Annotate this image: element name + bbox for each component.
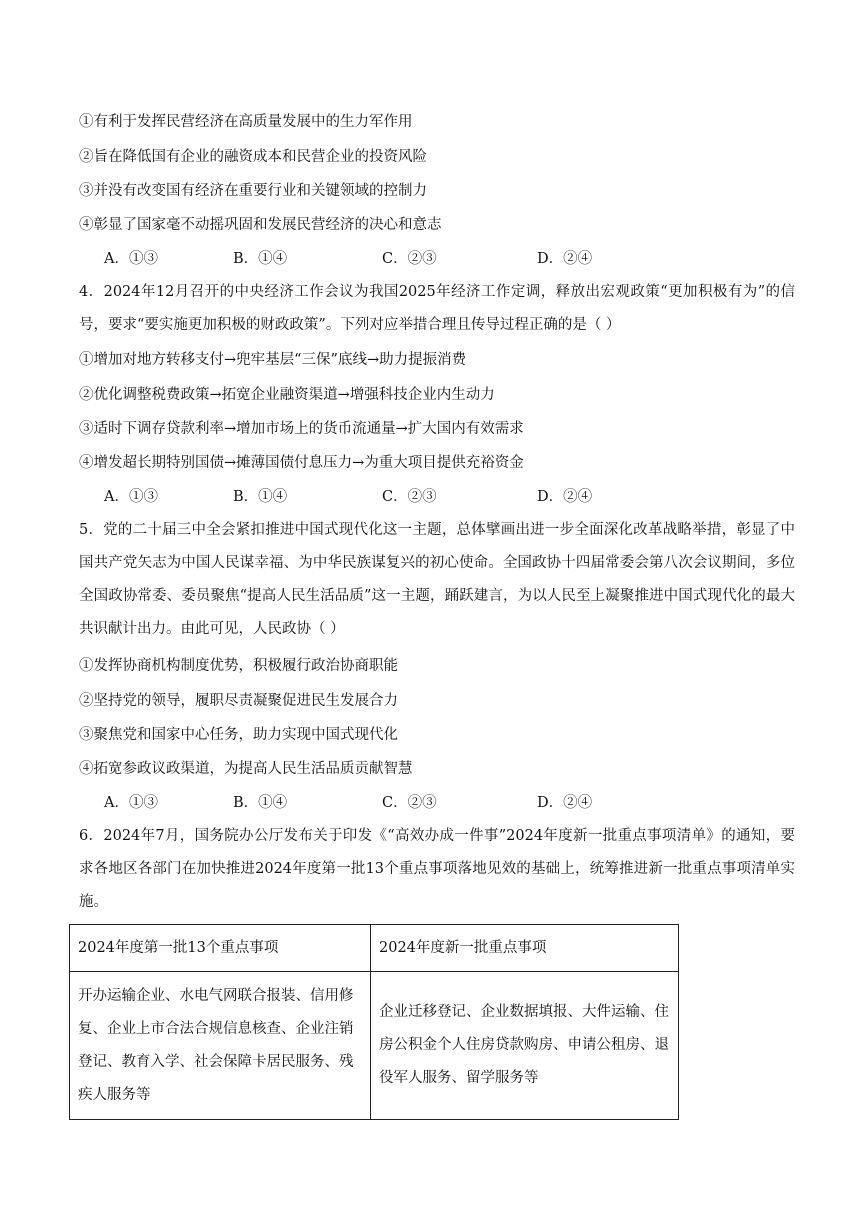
q3-option-b[interactable]: B．①④ (233, 251, 288, 267)
q3-statement-4: ④彰显了国家毫不动摇巩固和发展民营经济的决心和意志 (79, 217, 442, 233)
q5-option-a[interactable]: A．①③ (104, 795, 158, 811)
q4-option-b[interactable]: B．①④ (233, 489, 288, 505)
q4-option-d[interactable]: D．②④ (537, 489, 593, 505)
q4-option-c[interactable]: C．②③ (382, 489, 437, 505)
q3-statement-3: ③并没有改变国有经济在重要行业和关键领域的控制力 (79, 183, 427, 199)
q4-statement-1: ①增加对地方转移支付→兜牢基层“三保”底线→助力提振消费 (79, 352, 467, 368)
q5-option-b[interactable]: B．①④ (233, 795, 288, 811)
table-header-first-batch: 2024年度第一批13个重点事项 (70, 925, 371, 972)
q6-stem: 6．2024年7月，国务院办公厅发布关于印发《“高效办成一件事”2024年度新一批重点事项清单》的通知，要求各地区各部门在加快推进2024年度第一批13个重点事项落地见效的基础上，统筹推进新一批重点事项清单实施。 (79, 828, 795, 910)
q5-statement-3: ③聚焦党和国家中心任务，助力实现中国式现代化 (79, 727, 398, 743)
q4-statement-4: ④增发超长期特别国债→摊薄国债付息压力→为重大项目提供充裕资金 (79, 455, 524, 471)
q4-statement-3: ③适时下调存贷款利率→增加市场上的货币流通量→扩大国内有效需求 (79, 421, 524, 437)
q4-statement-2: ②优化调整税费政策→拓宽企业融资渠道→增强科技企业内生动力 (79, 387, 495, 403)
q5-option-d[interactable]: D．②④ (537, 795, 593, 811)
q4-stem: 4．2024年12月召开的中央经济工作会议为我国2025年经济工作定调，释放出宏观政策“更加积极有为”的信号，要求“要实施更加积极的财政政策”。下列对应举措合理且传导过程正确的是（ ） (79, 284, 795, 333)
q3-option-d[interactable]: D．②④ (537, 251, 593, 267)
q5-statement-2: ②坚持党的领导，履职尽责凝聚促进民生发展合力 (79, 693, 398, 709)
table-row (70, 972, 679, 1120)
q5-statement-1: ①发挥协商机构制度优势，积极履行政治协商职能 (79, 658, 398, 674)
q3-statement-2: ②旨在降低国有企业的融资成本和民营企业的投资风险 (79, 149, 427, 165)
table-cell-new-batch: 企业迁移登记、企业数据填报、大件运输、住房公积金个人住房贷款购房、申请公租房、退役军人服务、留学服务等 (371, 972, 679, 1120)
q3-option-c[interactable]: C．②③ (382, 251, 437, 267)
q4-option-a[interactable]: A．①③ (104, 489, 158, 505)
q3-statement-1: ①有利于发挥民营经济在高质量发展中的生力军作用 (79, 114, 413, 130)
q5-option-c[interactable]: C．②③ (382, 795, 437, 811)
key-items-table (69, 924, 679, 1120)
q5-statement-4: ④拓宽参政议政渠道，为提高人民生活品质贡献智慧 (79, 761, 413, 777)
q3-option-a[interactable]: A．①③ (104, 251, 158, 267)
q5-stem: 5．党的二十届三中全会紧扣推进中国式现代化这一主题，总体擘画出进一步全面深化改革战略举措，彰显了中国共产党矢志为中国人民谋幸福、为中华民族谋复兴的初心使命。全国政协十四届常委会第八次会议期间，多位全国政协常委、委员聚焦“提高人民生活品质”这一主题，踊跃建言，为以人民至上凝聚推进中国式现代化的最大共识献计出力。由此可见，人民政协（ ） (79, 522, 795, 637)
table-header-row (70, 925, 679, 972)
table-header-new-batch: 2024年度新一批重点事项 (371, 925, 679, 972)
table-cell-first-batch: 开办运输企业、水电气网联合报装、信用修复、企业上市合法合规信息核查、企业注销登记、教育入学、社会保障卡居民服务、残疾人服务等 (70, 972, 371, 1120)
